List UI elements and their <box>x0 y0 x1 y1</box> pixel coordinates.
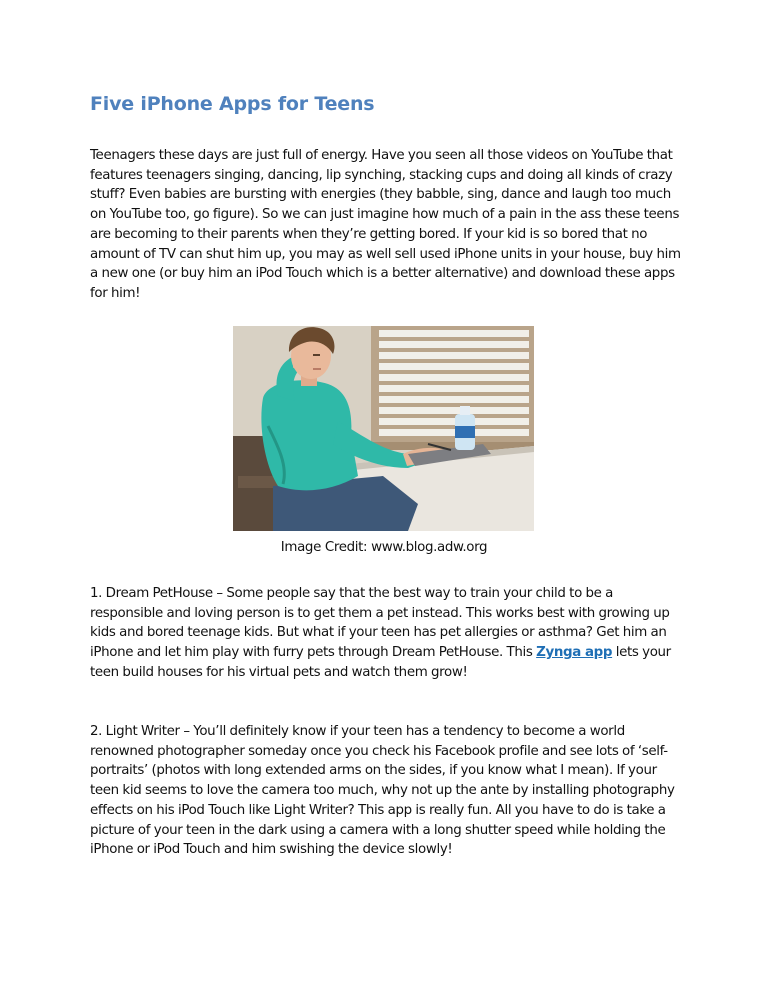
teen-at-desk-photo <box>233 326 534 531</box>
item-1-paragraph <box>90 584 684 683</box>
item-2-paragraph: 2. Light Writer – You’ll definitely know if your teen has a tendency to become a world renowned photographer someday once you check his Facebook profile and see lots of ‘self-portraits’ (photos with long extended arms on the sides, if you know what I mean). If your teen kid seems to love the camera too much, why not up the ante by installing photography effects on his iPod Touch like Light Writer? This app is really fun. All you have to do is take a picture of your teen in the dark using a camera with a long shutter speed while holding the iPhone or iPod Touch and him swishing the device slowly! <box>90 724 675 858</box>
teen-photo-illustration <box>233 326 534 531</box>
image-caption: Image Credit: www.blog.adw.org <box>280 540 488 555</box>
zynga-app-link[interactable]: Zynga app <box>536 645 613 661</box>
document-title: Five iPhone Apps for Teens <box>90 93 375 115</box>
item-1-text-end: lets your teen build houses for his virtual pets and watch them grow! <box>90 645 671 680</box>
intro-paragraph: Teenagers these days are just full of energy. Have you seen all those videos on YouTube that features teenagers singing, dancing, lip synching, stacking cups and doing all kinds of crazy stuff? Even babies are bursting with energies (they babble, sing, dance and laugh too much on YouTube too, go figure). So we can just imagine how much of a pain in the ass these teens are becoming to their parents when they’re getting bored. If your kid is so bored that no amount of TV can shut him up, you may as well sell used iPhone units in your house, buy him a new one (or buy him an iPod Touch which is a better alternative) and download these apps for him! <box>90 148 681 301</box>
item-1-text-start: 1. Dream PetHouse – Some people say that the best way to train your child to be a responsible and loving person is to get them a pet instead. This works best with growing up kids and bored teenage kids. But what if your teen has pet allergies or asthma? Get him an iPhone and let him play with furry pets through Dream PetHouse. This <box>90 586 670 661</box>
